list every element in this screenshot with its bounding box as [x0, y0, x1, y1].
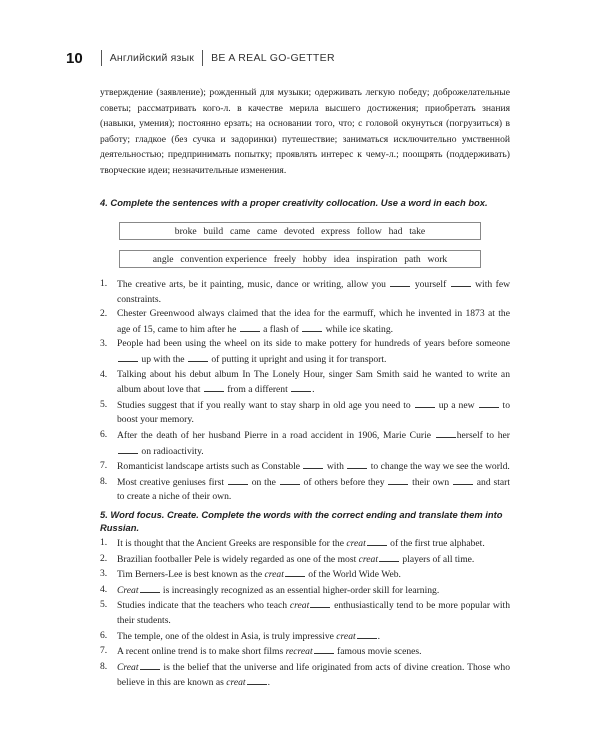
answer-blank[interactable]: [291, 382, 311, 392]
page-number: 10: [66, 49, 83, 67]
answer-blank[interactable]: [247, 675, 267, 685]
header-book-title: BE A REAL GO-GETTER: [211, 52, 335, 64]
task5-item: [100, 629, 510, 645]
item-number: 6.: [100, 428, 108, 440]
item-text: It is thought that the Ancient Greeks are responsible for the: [117, 538, 347, 549]
answer-blank[interactable]: [118, 444, 138, 454]
box-word: freely: [273, 253, 297, 265]
task5-item: [100, 552, 510, 568]
box-word: path: [404, 253, 421, 265]
item-number: 7.: [100, 645, 108, 657]
answer-blank[interactable]: [367, 536, 387, 546]
answer-blank[interactable]: [140, 583, 160, 593]
item-text: of putting it upright and using it for transport.: [208, 353, 387, 365]
intro-paragraph: [100, 85, 510, 178]
task5-item: [100, 583, 510, 599]
answer-blank[interactable]: [390, 277, 410, 287]
item-text: up with the: [139, 353, 187, 365]
item-text: Romanticist landscape artists such as Constable: [117, 461, 303, 473]
box-word: angle: [152, 253, 174, 265]
answer-blank[interactable]: [357, 629, 377, 639]
item-number: 1.: [100, 278, 108, 289]
task5-heading: 5. Word focus. Create. Complete the words with the correct ending and translate them into Russian.: [100, 509, 503, 533]
task5-item: [100, 660, 510, 691]
task4-item: [100, 428, 510, 459]
running-header: [66, 48, 560, 68]
item-text: The creative arts, be it painting, music, dance or writing, allow you: [117, 279, 390, 290]
word-stem: creat: [336, 630, 356, 642]
item-number: 6.: [100, 629, 108, 641]
answer-blank[interactable]: [303, 459, 323, 469]
answer-blank[interactable]: [388, 475, 408, 485]
item-text: is increasingly recognized as an essential higher-order skill for learning.: [160, 584, 440, 596]
answer-blank[interactable]: [302, 322, 322, 332]
answer-blank[interactable]: [314, 644, 334, 654]
task4-item: [100, 307, 510, 337]
item-number: 7.: [100, 460, 108, 472]
item-text: The temple, one of the oldest in Asia, is truly impressive: [117, 630, 337, 642]
box-word: take: [409, 225, 426, 237]
item-text: a flash of: [260, 323, 302, 335]
item-number: 4.: [100, 368, 108, 380]
word-stem: creat: [346, 538, 366, 549]
word-stem: Creat: [117, 661, 139, 673]
box-word: broke: [174, 225, 197, 237]
task4-item: [100, 277, 510, 307]
item-text: .: [377, 630, 381, 642]
item-text: famous movie scenes.: [334, 646, 422, 658]
item-text: on the: [248, 476, 279, 488]
item-text: while ice skating.: [323, 323, 394, 335]
item-text: A recent online trend is to make short films: [117, 646, 286, 658]
item-text: of the first true alphabet.: [387, 538, 485, 549]
item-text: to change the way we see the world.: [368, 461, 510, 473]
item-text: of the World Wide Web.: [305, 569, 401, 581]
item-number: 3.: [100, 338, 108, 350]
item-text: After the death of her husband Pierre in a road accident in 1906, Marie Curie: [117, 429, 435, 441]
task5-item: [100, 598, 510, 628]
box-word: hobby: [302, 253, 327, 265]
item-number: 5.: [100, 599, 108, 611]
answer-blank[interactable]: [451, 277, 471, 287]
box-word: had: [388, 225, 403, 237]
item-text: .: [312, 384, 315, 396]
header-subject: Английский язык: [109, 52, 195, 64]
task4-item: [100, 459, 510, 475]
word-stem: recreat: [285, 646, 313, 658]
item-text: their own: [409, 476, 452, 488]
intro-text: утверждение (заявление); рожденный для музыки; одерживать легкую победу; доброжелательные советы; рассматривать кого-л. в качестве мерила высшего достижения; приобретать знания (навыки, умения); постоянно ерзать; на основании того, что; с головой окунуться (погрузиться) в работу; гладкое (без сучка и задоринки) путешествие; заниматься исключительно умственной деятельностью; предпринимать попытку; проявлять интерес к чему-л.; поощрять (поддерживать) творческие идеи; незначительные изменения.: [100, 87, 510, 176]
answer-blank[interactable]: [479, 398, 499, 408]
item-text: herself to her: [456, 429, 510, 441]
item-text: is the belief that the universe and life originated from acts of divine creation. Those who believe in this are known as: [117, 661, 510, 689]
item-text: Chester Greenwood always claimed that the idea for the earmuff, which he invented in 1873 at the age of 15, came to him after he: [117, 308, 510, 335]
item-number: 1.: [100, 537, 108, 548]
header-divider: [101, 50, 102, 66]
task5-item: [100, 536, 510, 552]
item-text: up a new: [435, 399, 478, 411]
item-text: Talking about his debut album In The Lonely Hour, singer Sam Smith said he wanted to write an album about love that: [117, 368, 510, 396]
item-text: to boost your memory.: [117, 399, 510, 426]
answer-blank[interactable]: [379, 552, 399, 562]
item-text: and start to create a niche of their own.: [117, 476, 510, 503]
answer-blank[interactable]: [347, 459, 367, 469]
item-text: Brazilian footballer Pele is widely regarded as one of the most: [117, 553, 359, 565]
item-text: enthusiastically tend to be more popular with their students.: [117, 600, 510, 626]
item-text: yourself: [411, 279, 450, 290]
box-word: work: [427, 253, 448, 265]
box-word: came: [256, 225, 278, 237]
answer-blank[interactable]: [118, 352, 138, 362]
box-word: express: [321, 225, 350, 237]
item-text: Tim Berners-Lee is best known as the: [117, 569, 265, 581]
item-text: on radioactivity.: [139, 445, 204, 457]
item-text: with few constraints.: [117, 279, 510, 305]
box-word: inspiration: [356, 253, 398, 265]
answer-blank[interactable]: [415, 398, 435, 408]
item-number: 8.: [100, 475, 108, 487]
item-number: 3.: [100, 568, 108, 580]
answer-blank[interactable]: [285, 567, 305, 577]
item-text: from a different: [224, 384, 291, 396]
word-box-2: [119, 250, 481, 268]
item-number: 2.: [100, 308, 108, 320]
item-number: 2.: [100, 552, 108, 564]
item-number: 5.: [100, 398, 108, 410]
box-word: build: [203, 225, 224, 237]
task4-item: [100, 475, 510, 505]
box-word: follow: [356, 225, 382, 237]
item-text: Studies indicate that the teachers who teach: [117, 600, 290, 612]
task4-heading: 4. Complete the sentences with a proper creativity collocation. Use a word in each box.: [100, 197, 488, 208]
answer-blank[interactable]: [240, 322, 260, 332]
box-word: came: [229, 225, 251, 237]
task4-item: [100, 398, 510, 428]
box-word: idea: [333, 253, 350, 265]
answer-blank[interactable]: [310, 598, 330, 608]
item-text: .: [267, 677, 270, 689]
word-box-1: [119, 222, 481, 240]
answer-blank[interactable]: [188, 352, 208, 362]
answer-blank[interactable]: [228, 475, 248, 485]
task5-item: [100, 644, 510, 660]
item-number: 8.: [100, 660, 108, 672]
answer-blank[interactable]: [140, 660, 160, 670]
task5-list: [100, 536, 510, 691]
item-text: players of all time.: [400, 553, 475, 565]
task4-list: [100, 277, 510, 505]
answer-blank[interactable]: [453, 475, 473, 485]
word-stem: creat: [289, 600, 310, 612]
item-text: of others before they: [300, 476, 388, 488]
answer-blank[interactable]: [204, 382, 224, 392]
box-word: devoted: [284, 225, 315, 237]
task4-item: [100, 337, 510, 367]
task4-item: [100, 368, 510, 398]
answer-blank[interactable]: [280, 475, 300, 485]
answer-blank[interactable]: [436, 428, 456, 438]
box-word: convention experience: [180, 253, 267, 265]
word-stem: Creat: [117, 584, 139, 596]
item-text: People had been using the wheel on its side to make pottery for hundreds of years before someone: [117, 338, 510, 350]
item-text: with: [324, 461, 347, 473]
item-text: Most creative geniuses first: [117, 476, 227, 488]
item-number: 4.: [100, 583, 108, 595]
word-stem: creat: [264, 569, 284, 581]
task5-item: [100, 567, 510, 583]
word-stem: creat: [358, 553, 378, 565]
word-stem: creat: [226, 677, 246, 689]
header-divider: [202, 50, 203, 66]
item-text: Studies suggest that if you really want to stay sharp in old age you need to: [117, 399, 414, 411]
